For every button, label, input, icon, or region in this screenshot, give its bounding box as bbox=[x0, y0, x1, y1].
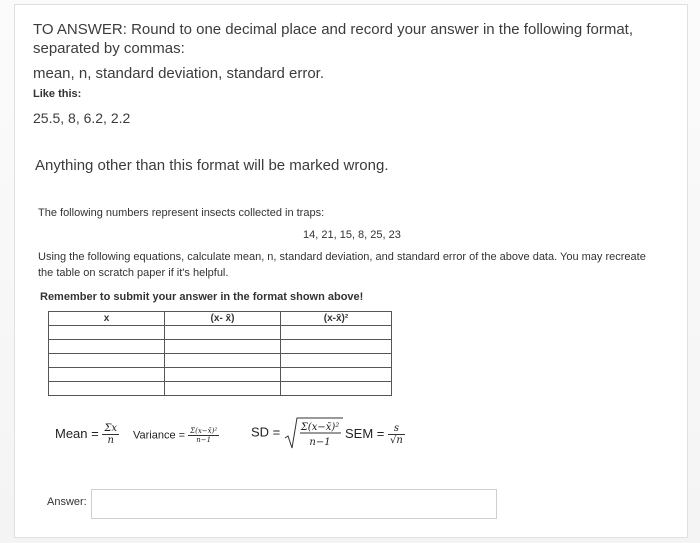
sem-numerator: s bbox=[388, 423, 405, 435]
answer-label: Answer: bbox=[47, 496, 87, 508]
mean-fraction bbox=[102, 423, 119, 446]
variance-label: Variance = bbox=[133, 429, 186, 442]
reminder-text: Remember to submit your answer in the format shown above! bbox=[40, 291, 364, 303]
table-row bbox=[49, 382, 392, 396]
sd-formula bbox=[251, 416, 344, 450]
directions-line-1: Using the following equations, calculate mean, n, standard deviation, and standard error of the above data. You may recreate bbox=[38, 251, 646, 263]
example-answer: 25.5, 8, 6.2, 2.2 bbox=[33, 110, 131, 126]
table-header-squared-deviation: (x-x̄)² bbox=[281, 312, 392, 326]
like-this-label: Like this: bbox=[33, 88, 82, 100]
square-root-icon bbox=[284, 416, 344, 450]
mean-numerator: Σx bbox=[104, 423, 118, 434]
table-row bbox=[49, 354, 392, 368]
table-row bbox=[49, 340, 392, 354]
format-warning: Anything other than this format will be marked wrong. bbox=[35, 157, 389, 174]
problem-intro: The following numbers represent insects collected in traps: bbox=[38, 207, 325, 219]
table-row bbox=[49, 326, 392, 340]
answer-input[interactable] bbox=[91, 489, 497, 519]
sd-label: SD = bbox=[251, 424, 281, 440]
table-header-row bbox=[49, 312, 392, 326]
sem-denominator: √n bbox=[390, 435, 403, 446]
sem-fraction bbox=[388, 423, 405, 446]
sd-denominator: n−1 bbox=[309, 437, 331, 448]
variance-formula bbox=[133, 427, 219, 444]
instruction-line-2: separated by commas: bbox=[33, 40, 185, 57]
data-numbers: 14, 21, 15, 8, 25, 23 bbox=[303, 229, 401, 241]
directions-line-2: the table on scratch paper if it's helpful. bbox=[38, 267, 229, 279]
variance-fraction bbox=[188, 427, 219, 444]
table-header-x: x bbox=[49, 312, 165, 326]
mean-formula bbox=[55, 423, 119, 446]
mean-label: Mean = bbox=[55, 425, 99, 441]
variance-denominator: n−1 bbox=[196, 436, 212, 444]
variance-numerator: Σ(x−x̄)² bbox=[190, 427, 218, 435]
sem-label: SEM = bbox=[345, 425, 385, 441]
table-header-deviation: (x- x̄) bbox=[165, 312, 281, 326]
sd-numerator: Σ(x−x̄)² bbox=[300, 422, 340, 433]
instruction-line-1: TO ANSWER: Round to one decimal place and record your answer in the following format, bbox=[33, 21, 634, 38]
instruction-format: mean, n, standard deviation, standard error. bbox=[33, 65, 325, 82]
scratch-table bbox=[48, 311, 392, 396]
mean-denominator: n bbox=[107, 435, 114, 446]
question-card bbox=[14, 4, 688, 538]
sem-formula bbox=[345, 423, 405, 446]
table-row bbox=[49, 368, 392, 382]
